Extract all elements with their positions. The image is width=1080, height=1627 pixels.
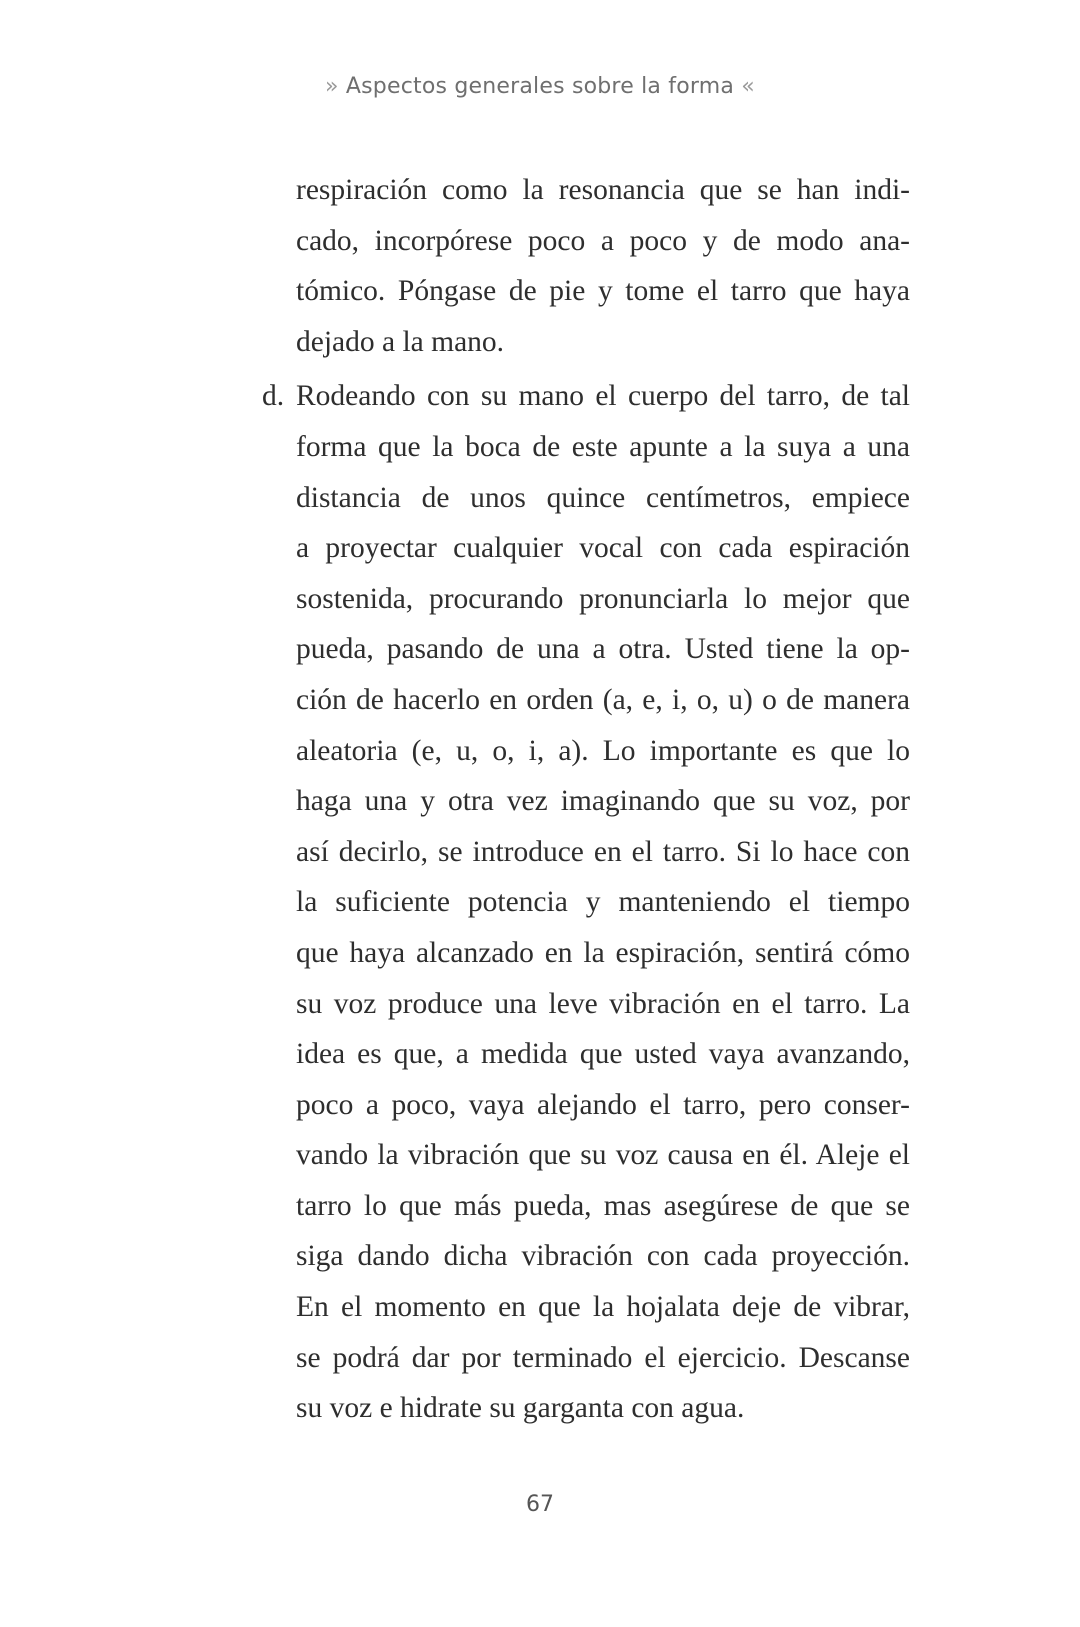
- text-line: cado, incorpórese poco a poco y de modo ana-: [296, 224, 910, 257]
- list-item-marker: d.: [262, 380, 285, 413]
- text-line: pueda, pasando de una a otra. Usted tiene la op-: [296, 633, 910, 666]
- text-line: ción de hacerlo en orden (a, e, i, o, u) o de manera: [296, 683, 910, 716]
- list-item-d: [262, 371, 910, 1433]
- text-line: siga dando dicha vibración con cada proyección.: [296, 1240, 910, 1273]
- text-line: su voz e hidrate su garganta con agua.: [296, 1392, 745, 1425]
- continued-paragraph: [296, 165, 910, 367]
- text-line: aleatoria (e, u, o, i, a). Lo importante es que lo: [296, 734, 910, 767]
- text-line: a proyectar cualquier vocal con cada espiración: [296, 532, 910, 565]
- text-line: así decirlo, se introduce en el tarro. Si lo hace con: [296, 835, 910, 868]
- text-line: su voz produce una leve vibración en el tarro. La: [296, 987, 910, 1020]
- body-text: [262, 165, 910, 1434]
- text-line: vando la vibración que su voz causa en él. Aleje el: [296, 1139, 910, 1172]
- text-line: tarro lo que más pueda, mas asegúrese de que se: [296, 1189, 910, 1222]
- text-line: que haya alcanzado en la espiración, sentirá cómo: [296, 936, 910, 969]
- text-line: En el momento en que la hojalata deje de vibrar,: [296, 1291, 910, 1324]
- text-line: dejado a la mano.: [296, 325, 505, 358]
- text-line: poco a poco, vaya alejando el tarro, pero conser-: [296, 1088, 910, 1121]
- text-line: forma que la boca de este apunte a la suya a una: [296, 430, 910, 463]
- text-line: la suficiente potencia y manteniendo el tiempo: [296, 886, 910, 919]
- text-line: respiración como la resonancia que se han indi-: [296, 174, 910, 206]
- text-line: Rodeando con su mano el cuerpo del tarro, de tal: [296, 380, 910, 413]
- text-line: idea es que, a medida que usted vaya avanzando,: [296, 1038, 910, 1071]
- text-line: distancia de unos quince centímetros, empiece: [296, 481, 910, 514]
- running-header: [0, 74, 1080, 99]
- header-close-mark: «: [741, 74, 755, 99]
- header-title: Aspectos generales sobre la forma: [345, 74, 735, 99]
- header-open-mark: »: [325, 74, 339, 99]
- text-line: haga una y otra vez imaginando que su voz, por: [296, 785, 910, 818]
- text-line: tómico. Póngase de pie y tome el tarro que haya: [296, 275, 910, 308]
- text-line: sostenida, procurando pronunciarla lo mejor que: [296, 582, 910, 615]
- page-number: 67: [526, 1492, 554, 1517]
- text-line: se podrá dar por terminado el ejercicio. Descanse: [296, 1341, 910, 1374]
